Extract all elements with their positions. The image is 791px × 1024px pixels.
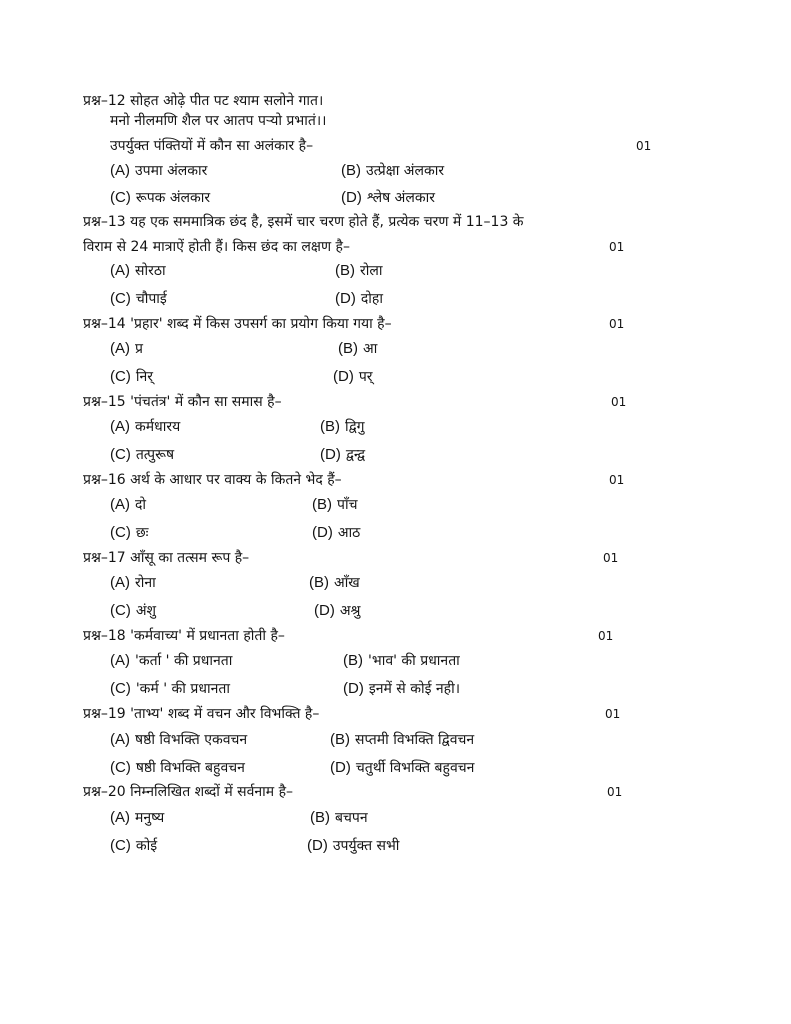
answer-option [110, 524, 148, 542]
option-letter: (D) [333, 368, 354, 385]
answer-option [110, 602, 156, 620]
answer-option [110, 574, 156, 592]
answer-option [110, 162, 207, 180]
option-letter: (C) [110, 602, 131, 619]
answer-option [341, 189, 435, 207]
option-letter: (D) [314, 602, 335, 619]
question-text: प्रश्न–15 'पंचतंत्र' में कौन सा समास है– [83, 394, 282, 410]
option-letter: (D) [330, 759, 351, 776]
answer-option [338, 340, 377, 358]
answer-option [110, 340, 143, 358]
option-letter: (D) [335, 290, 356, 307]
marks-label: 01 [607, 785, 623, 799]
option-text: पर् [358, 369, 373, 385]
option-text: आठ [337, 525, 361, 541]
question-text: प्रश्न–17 आँसू का तत्सम रूप है– [83, 550, 250, 566]
option-letter: (D) [312, 524, 333, 541]
option-letter: (B) [309, 574, 329, 591]
option-text: अश्रु [339, 603, 361, 619]
option-text: कोई [135, 838, 158, 854]
option-letter: (B) [338, 340, 358, 357]
option-letter: (C) [110, 189, 131, 206]
option-letter: (A) [110, 262, 130, 279]
option-text: रोला [360, 263, 383, 279]
question-text-line: मनो नीलमणि शैल पर आतप पर्‍यो प्रभातं।। [110, 113, 327, 129]
option-letter: (C) [110, 524, 131, 541]
option-text: दो [135, 497, 147, 513]
answer-option [110, 731, 247, 749]
option-letter: (B) [335, 262, 355, 279]
answer-option [110, 262, 166, 280]
option-text: सप्तमी विभक्ति द्विवचन [355, 732, 475, 748]
option-text: अंशु [135, 603, 157, 619]
question-text: प्रश्न–16 अर्थ के आधार पर वाक्य के कितने भेद हैं– [83, 472, 342, 488]
answer-option [110, 496, 146, 514]
answer-option [330, 759, 474, 777]
option-text: निर् [135, 369, 153, 385]
option-text: छः [135, 525, 149, 541]
option-text: चतुर्थी विभक्ति बहुवचन [355, 760, 475, 776]
answer-option [314, 602, 360, 620]
option-letter: (C) [110, 290, 131, 307]
marks-label: 01 [609, 240, 625, 254]
marks-label: 01 [609, 317, 625, 331]
option-text: उत्प्रेक्षा अंलकार [366, 163, 445, 179]
answer-option [110, 680, 230, 698]
option-letter: (B) [341, 162, 361, 179]
option-text: पाँच [337, 497, 358, 513]
answer-option [330, 731, 474, 749]
answer-option [307, 837, 399, 855]
option-letter: (A) [110, 418, 130, 435]
answer-option [312, 524, 360, 542]
question-text: प्रश्न–14 'प्रहार' शब्द में किस उपसर्ग का प्रयोग किया गया है– [83, 316, 392, 332]
option-text: 'कर्ता ' की प्रधानता [135, 653, 233, 669]
option-text: मनुष्य [135, 810, 165, 826]
option-letter: (A) [110, 340, 130, 357]
option-text: रूपक अंलकार [135, 190, 211, 206]
question-text: प्रश्न–19 'ताभ्य' शब्द में वचन और विभक्ति है– [83, 706, 320, 722]
option-letter: (B) [343, 652, 363, 669]
option-text: चौपाई [135, 291, 167, 307]
option-letter: (C) [110, 368, 131, 385]
option-text: प्र [135, 341, 143, 357]
option-text: द्विगु [345, 419, 365, 435]
option-letter: (C) [110, 759, 131, 776]
question-text: प्रश्न–18 'कर्मवाच्य' में प्रधानता होती है– [83, 628, 285, 644]
option-letter: (D) [320, 446, 341, 463]
option-text: दोहा [360, 291, 383, 307]
option-text: आ [363, 341, 378, 357]
option-letter: (A) [110, 162, 130, 179]
option-text: षष्ठी विभक्ति एकवचन [135, 732, 248, 748]
answer-option [310, 809, 368, 827]
option-letter: (C) [110, 837, 131, 854]
answer-option [110, 652, 232, 670]
option-letter: (D) [307, 837, 328, 854]
option-text: उपर्युक्त सभी [332, 838, 400, 854]
option-text: आँख [334, 575, 360, 591]
option-letter: (A) [110, 574, 130, 591]
option-letter: (D) [341, 189, 362, 206]
option-text: इनमें से कोई नही। [368, 681, 461, 697]
marks-label: 01 [598, 629, 614, 643]
answer-option [343, 652, 460, 670]
option-letter: (B) [330, 731, 350, 748]
answer-option [110, 418, 180, 436]
option-letter: (C) [110, 680, 131, 697]
question-text: प्रश्न–12 सोहत ओढ़े पीत पट श्याम सलोने गात। [83, 93, 324, 109]
option-letter: (A) [110, 496, 130, 513]
option-text: बचपन [335, 810, 368, 826]
question-text-line: उपर्युक्त पंक्तियों में कौन सा अलंकार है– [110, 138, 314, 154]
option-letter: (D) [343, 680, 364, 697]
option-letter: (A) [110, 731, 130, 748]
option-letter: (A) [110, 652, 130, 669]
question-text: प्रश्न–13 यह एक सममात्रिक छंद है, इसमें चार चरण होते हैं, प्रत्येक चरण में 11–13 के [83, 214, 524, 230]
marks-label: 01 [605, 707, 621, 721]
option-letter: (B) [310, 809, 330, 826]
answer-option [312, 496, 357, 514]
answer-option [333, 368, 373, 386]
marks-label: 01 [636, 139, 652, 153]
question-text-line: विराम से 24 मात्राऐं होती हैं। किस छंद का लक्षण है– [83, 239, 350, 255]
answer-option [343, 680, 460, 698]
answer-option [309, 574, 360, 592]
option-text: रोना [135, 575, 156, 591]
option-text: 'कर्म ' की प्रधानता [135, 681, 230, 697]
answer-option [110, 189, 210, 207]
answer-option [335, 262, 382, 280]
answer-option [110, 290, 167, 308]
answer-option [110, 809, 164, 827]
answer-option [320, 418, 365, 436]
answer-option [110, 837, 157, 855]
option-text: सोरठा [135, 263, 166, 279]
answer-option [110, 759, 245, 777]
marks-label: 01 [611, 395, 627, 409]
option-text: षष्ठी विभक्ति बहुवचन [135, 760, 245, 776]
marks-label: 01 [603, 551, 619, 565]
option-text: तत्पुरूष [135, 447, 175, 463]
option-letter: (B) [312, 496, 332, 513]
option-text: श्लेष अंलकार [366, 190, 435, 206]
option-letter: (B) [320, 418, 340, 435]
answer-option [110, 446, 174, 464]
option-text: उपमा अंलकार [135, 163, 208, 179]
answer-option [341, 162, 444, 180]
answer-option [110, 368, 153, 386]
option-text: द्वन्द्व [345, 447, 366, 463]
marks-label: 01 [609, 473, 625, 487]
option-text: 'भाव' की प्रधानता [368, 653, 460, 669]
question-text: प्रश्न–20 निम्नलिखित शब्दों में सर्वनाम है– [83, 784, 294, 800]
option-text: कर्मधारय [135, 419, 181, 435]
option-letter: (C) [110, 446, 131, 463]
answer-option [335, 290, 383, 308]
option-letter: (A) [110, 809, 130, 826]
answer-option [320, 446, 365, 464]
